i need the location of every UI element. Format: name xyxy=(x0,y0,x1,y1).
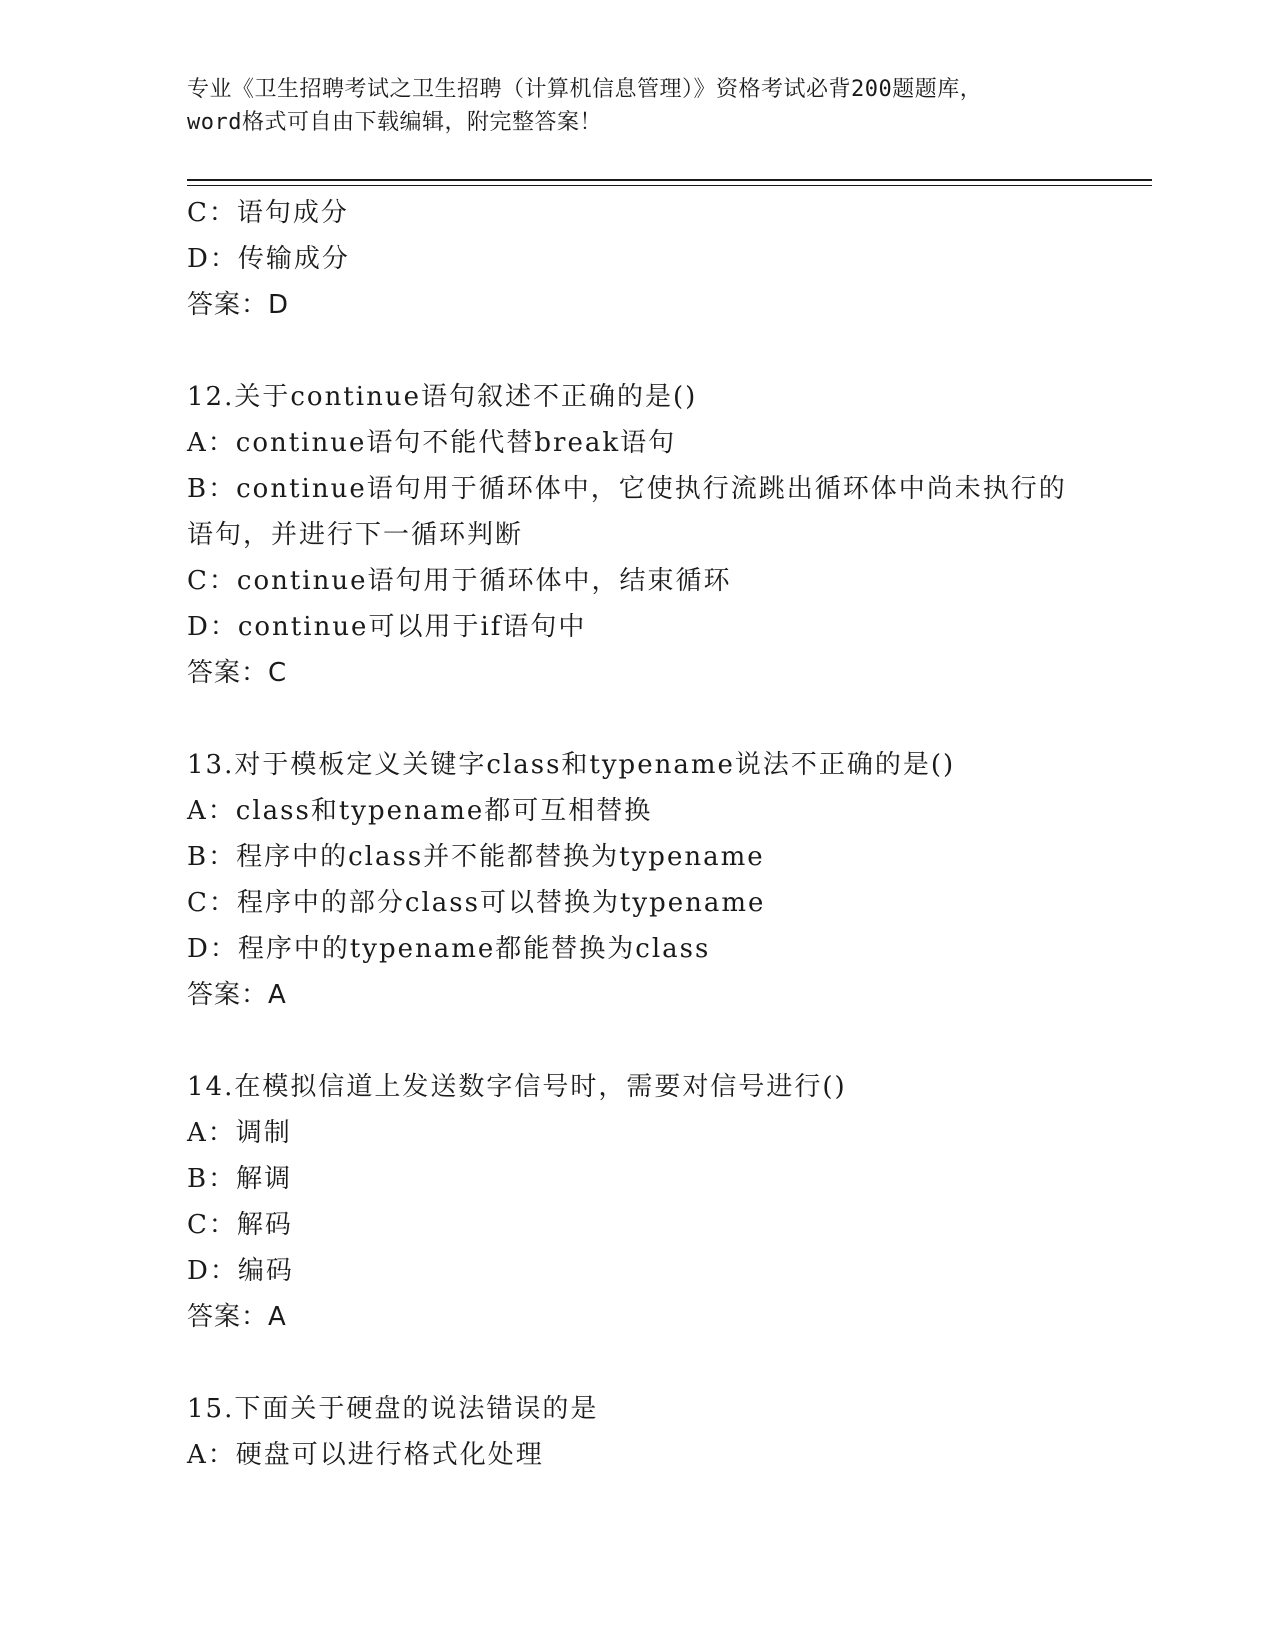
document-header xyxy=(187,73,1087,139)
question-block-13 xyxy=(187,742,1087,1018)
answer-line: 答案：D xyxy=(187,290,290,320)
question-block-15 xyxy=(187,1386,1087,1478)
header-divider-thin xyxy=(187,185,1152,186)
question-stem: 13.对于模板定义关键字class和typename说法不正确的是() xyxy=(187,750,956,780)
option-c: C：程序中的部分class可以替换为typename xyxy=(187,888,766,918)
option-b-continued: 语句，并进行下一循环判断 xyxy=(187,520,524,550)
question-block-12 xyxy=(187,374,1087,696)
spacer xyxy=(187,1018,1087,1064)
option-d: D：continue可以用于if语句中 xyxy=(187,612,587,642)
spacer xyxy=(187,328,1087,374)
question-list xyxy=(187,190,1087,1478)
option-c: C：语句成分 xyxy=(187,198,349,228)
question-stem: 14.在模拟信道上发送数字信号时，需要对信号进行() xyxy=(187,1072,847,1102)
answer-line: 答案：A xyxy=(187,980,287,1010)
option-d: D：传输成分 xyxy=(187,244,350,274)
question-stem: 15.下面关于硬盘的说法错误的是 xyxy=(187,1394,599,1424)
option-c: C：解码 xyxy=(187,1210,293,1240)
option-d: D：程序中的typename都能替换为class xyxy=(187,934,711,964)
option-a: A：调制 xyxy=(187,1118,292,1148)
option-d: D：编码 xyxy=(187,1256,294,1286)
header-line-1: 专业《卫生招聘考试之卫生招聘（计算机信息管理）》资格考试必背200题题库， xyxy=(187,77,983,102)
option-b: B：程序中的class并不能都替换为typename xyxy=(187,842,765,872)
option-b: B：continue语句用于循环体中，它使执行流跳出循环体中尚未执行的 xyxy=(187,474,1067,504)
question-block-14 xyxy=(187,1064,1087,1340)
option-b: B：解调 xyxy=(187,1164,293,1194)
header-divider-thick xyxy=(187,179,1152,181)
question-stem: 12.关于continue语句叙述不正确的是() xyxy=(187,382,698,412)
option-c: C：continue语句用于循环体中，结束循环 xyxy=(187,566,732,596)
option-a: A：continue语句不能代替break语句 xyxy=(187,428,677,458)
answer-line: 答案：C xyxy=(187,658,288,688)
spacer xyxy=(187,696,1087,742)
header-line-2: word格式可自由下载编辑，附完整答案！ xyxy=(187,110,602,135)
option-a: A：硬盘可以进行格式化处理 xyxy=(187,1440,544,1470)
question-block-11 xyxy=(187,190,1087,328)
answer-line: 答案：A xyxy=(187,1302,287,1332)
option-a: A：class和typename都可互相替换 xyxy=(187,796,653,826)
spacer xyxy=(187,1340,1087,1386)
